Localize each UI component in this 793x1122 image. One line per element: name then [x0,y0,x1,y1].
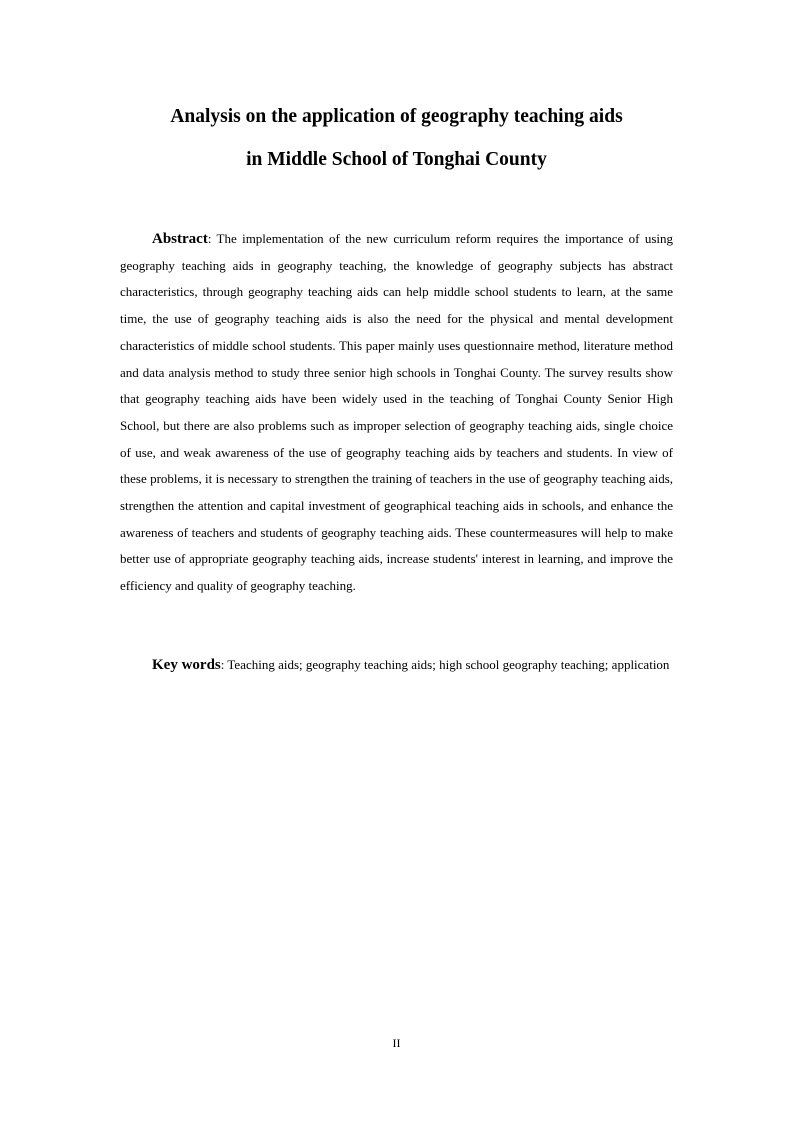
keywords-separator: : [220,657,228,672]
abstract-label: Abstract [152,231,208,247]
keywords-paragraph [120,652,673,679]
title-line-2: in Middle School of Tonghai County [246,149,547,170]
abstract-text: The implementation of the new curriculum reform requires the importance of using geography teaching aids in geography teaching, the knowledge of geography subjects has abstract characteristics, through geography teaching aids can help middle school students to learn, at the same time, the use of geography teaching aids is also the need for the physical and mental development characteristics of middle school students. This paper mainly uses questionnaire method, literature method and data analysis method to study three senior high schools in Tonghai County. The survey results show that geography teaching aids have been widely used in the teaching of Tonghai County Senior High School, but there are also problems such as improper selection of geography teaching aids, single choice of use, and weak awareness of the use of geography teaching aids by teachers and students. In view of these problems, it is necessary to strengthen the training of teachers in the use of geography teaching aids, strengthen the attention and capital investment of geographical teaching aids in schools, and enhance the awareness of teachers and students of geography teaching aids. These countermeasures will help to make better use of appropriate geography teaching aids, increase students' interest in learning, and improve the efficiency and quality of geography teaching. [120,231,673,594]
page-number: II [392,1036,401,1050]
keywords-label: Key words [152,657,221,673]
title-line-1: Analysis on the application of geography teaching aids [170,106,623,127]
keywords-text: Teaching aids; geography teaching aids; high school geography teaching; application [227,657,670,672]
abstract-paragraph [120,226,673,600]
abstract-separator: : [207,231,217,246]
